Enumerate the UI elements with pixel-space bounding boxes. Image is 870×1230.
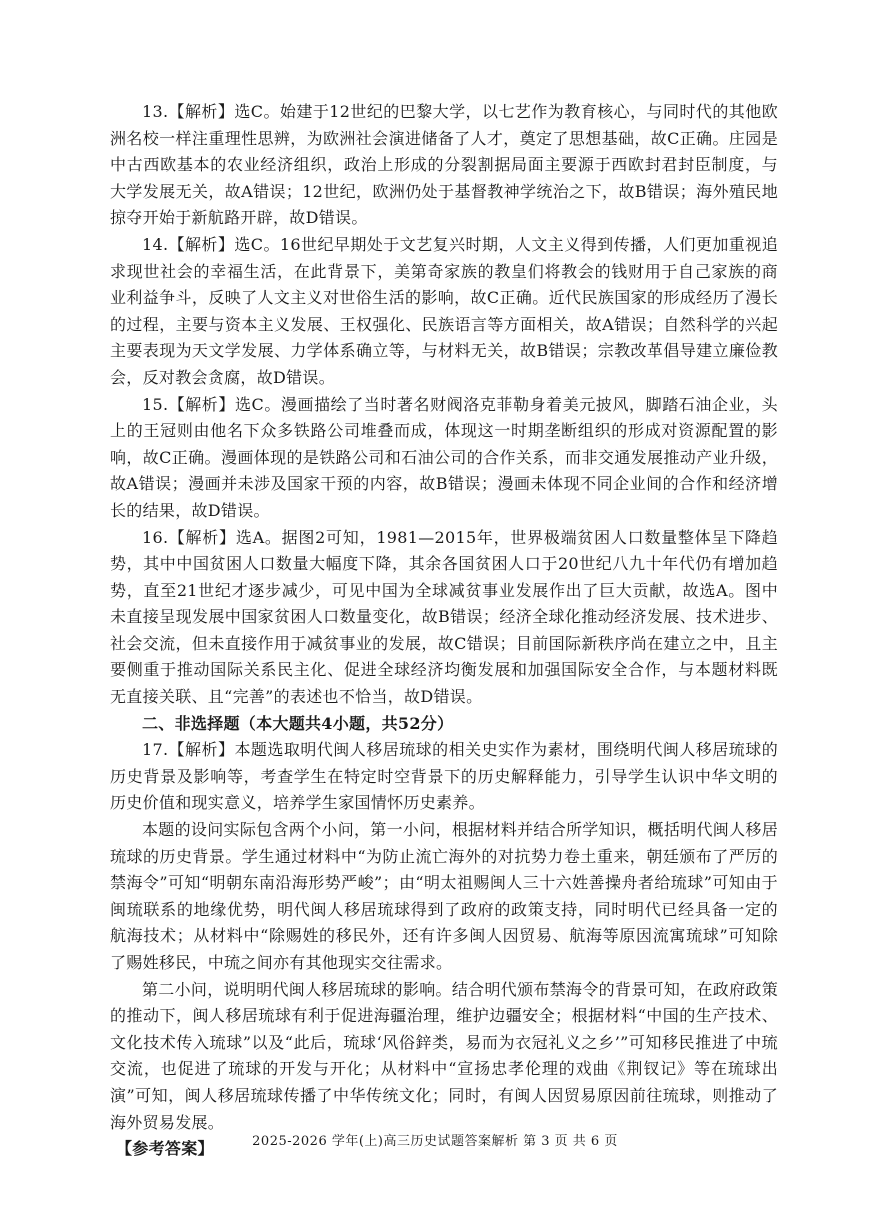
question-17-intro-text: 本题选取明代闽人移居琉球的相关史实作为素材，围绕明代闽人移居琉球的历史背景及影响等，考查学生在特定时空背景下的历史解释能力，引导学生认识中华文明的历史价值和现实意义，培养学生家国情怀历史素养。: [110, 740, 779, 813]
question-17-label: 17.【解析】: [142, 740, 235, 760]
question-17-intro: [110, 737, 778, 817]
question-17-part-2: 第二小问，说明明代闽人移居琉球的影响。结合明代颁布禁海令的背景可知，在政府政策的推动下，闽人移居琉球有利于促进海疆治理，维护边疆安全；根据材料“中国的生产技术、文化技术传入琉球”以及“此后，琉球‘风俗鋅类，易而为衣冠礼义之乡’”可知移民推进了中琉交流，也促进了琉球的开发与开化；从材料中“宣扬忠孝伦理的戏曲《荆钗记》等在琉球出演”可知，闽人移居琉球传播了中华传统文化；同时，有闽人因贸易原因前往琉球，则推动了海外贸易发展。: [110, 979, 778, 1132]
reference-answer-label: 【参考答案】: [116, 1139, 214, 1159]
question-14-explanation: [110, 232, 778, 392]
question-14-text: 选C。16世纪早期处于文艺复兴时期，人文主义得到传播，人们更加重视追求现世社会的幸福生活，在此背景下，美第奇家族的教皇们将教会的钱财用于自己家族的商业利益争斗，反映了人文主义对世俗生活的影响，故C正确。近代民族国家的形成经历了漫长的过程，主要与资本主义发展、王权强化、民族语言等方面相关，故A错误；自然科学的兴起主要表现为天文学发展、力学体系确立等，与材料无关，故B错误；宗教改革倡导建立廉俭教会，反对教会贪腐，故D错误。: [110, 234, 778, 387]
section-2-heading: 二、非选择题（本大题共4小题，共52分）: [142, 713, 454, 733]
question-16-label: 16.【解析】: [142, 527, 236, 547]
question-16-text: 选A。据图2可知，1981—2015年，世界极端贫困人口数量整体呈下降趋势，其中中国贫困人口数量大幅度下降，其余各国贫困人口于20世纪八九十年代仍有增加趋势，直至21世纪才逐步减少，可见中国为全球减贫事业发展作出了巨大贡献，故选A。图中未直接呈现发展中国家贫困人口数量变化，故B错误；经济全球化推动经济发展、技术进步、社会交流，但未直接作用于减贫事业的发展，故C错误；目前国际新秩序尚在建立之中，且主要侧重于推动国际关系民主化、促进全球经济均衡发展和加强国际安全合作，与本题材料既无直接关联、且“完善”的表述也不恰当，故D错误。: [110, 527, 778, 707]
question-13-label: 13.【解析】: [142, 102, 235, 121]
question-15-explanation: [110, 392, 778, 525]
question-14-label: 14.【解析】: [142, 234, 235, 254]
answer-explanation-body: [110, 99, 778, 1163]
question-16-explanation: [110, 525, 778, 711]
question-15-text: 选C。漫画描绘了当时著名财阀洛克菲勒身着美元披风，脚踏石油企业，头上的王冠则由他名下众多铁路公司堆叠而成，体现这一时期垄断组织的形成对资源配置的影响，故C正确。漫画体现的是铁路公司和石油公司的合作关系，而非交通发展推动产业升级，故A错误；漫画并未涉及国家干预的内容，故B错误；漫画未体现不同企业间的合作和经济增长的结果，故D错误。: [110, 394, 778, 520]
question-15-label: 15.【解析】: [142, 394, 235, 414]
question-17-part-1: 本题的设问实际包含两个小问，第一小问，根据材料并结合所学知识，概括明代闽人移居琉球的历史背景。学生通过材料中“为防止流亡海外的对抗势力卷土重来，朝廷颁布了严厉的禁海令”可知“明朝东南沿海形势严峻”；由“明太祖赐闽人三十六姓善操舟者给琉球”可知由于闽琉联系的地缘优势，明代闽人移居琉球得到了政府的政策支持，同时明代已经具备一定的航海技术；从材料中“除赐姓的移民外，还有许多闽人因贸易、航海等原因流寓琉球”可知除了赐姓移民，中琉之间亦有其他现实交往需求。: [110, 820, 778, 972]
question-13-text: 选C。始建于12世纪的巴黎大学，以七艺作为教育核心，与同时代的其他欧洲名校一样注重理性思辨，为欧洲社会演进储备了人才，奠定了思想基础，故C正确。庄园是中古西欧基本的农业经济组织，政治上形成的分裂割据局面主要源于西欧封君封臣制度，与大学发展无关，故A错误；12世纪，欧洲仍处于基督教神学统治之下，故B错误；海外殖民地掠夺开始于新航路开辟，故D错误。: [110, 102, 778, 228]
page-footer: 2025-2026 学年(上)高三历史试题答案解析 第 3 页 共 6 页: [252, 1134, 618, 1149]
question-13-explanation: [110, 99, 778, 232]
